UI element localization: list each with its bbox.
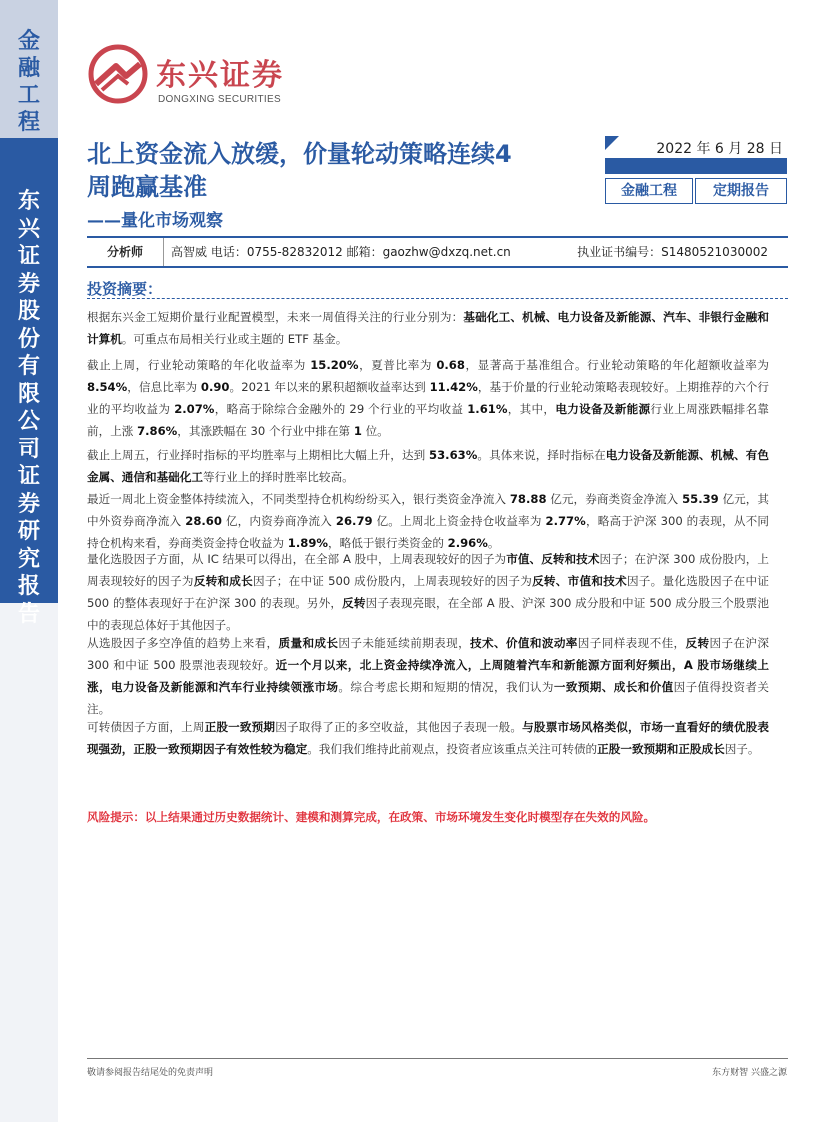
summary-heading: 投资摘要： (87, 280, 163, 298)
text-span: 等行业上的择时胜率比较高。 (202, 470, 354, 484)
emphasis-span: 2.96% (447, 536, 488, 550)
report-title-line2: 周跑赢基准 (87, 173, 207, 201)
text-span: ，基于价量的行业轮动策略表现较好。上期推荐的六个行业的平均收益为 (87, 380, 769, 416)
emphasis-span: 1.61% (467, 402, 508, 416)
sidebar-company-band (0, 138, 58, 627)
footer-disclaimer: 敬请参阅报告结尾处的免责声明 (87, 1068, 214, 1078)
text-span: 最近一周北上资金整体持续流入，不同类型持仓机构纷纷买入，银行类资金净流入 (87, 492, 510, 506)
text-span: 因子。量化选股因子在中证 500 的整体表现好于在沪深 300 的表现。另外， (87, 574, 769, 610)
text-span: 亿元，其中外资券商净流入 (87, 492, 770, 528)
emphasis-span: 反转、市值和技术 (532, 574, 627, 588)
text-span: 。综合考虑长期和短期的情况，我们认为 (338, 680, 554, 694)
text-span: 截止上周五，行业择时指标的平均胜率与上期相比大幅上升，达到 (87, 448, 430, 462)
emphasis-span: 55.39 (682, 492, 719, 506)
text-span: 因子；在沪深 300 成份股内，上周表现较好的因子为 (87, 552, 769, 588)
emphasis-span: 0.90 (200, 380, 230, 394)
emphasis-span: 正股一致预期 (204, 720, 276, 734)
emphasis-span: 1 (353, 424, 362, 438)
text-span: 亿元，券商类资金净流入 (546, 492, 683, 506)
emphasis-span: 反转和成长 (193, 574, 254, 588)
text-span: ，略低于银行类资金的 (328, 536, 448, 550)
text-span: 因子值得投资者关注。 (87, 680, 769, 716)
text-span: ，略高于除综合金融外的 29 个行业的平均收益 (214, 402, 468, 416)
emphasis-span: 1.89% (287, 536, 329, 550)
report-title-line1: 北上资金流入放缓，价量轮动策略连续4 (87, 140, 512, 168)
text-span: ，略高于沪深 300 的表现，从不同持仓机构来看，券商类资金持仓收益为 (87, 514, 770, 550)
paragraph-2 (87, 354, 769, 442)
text-span: 因子表现亮眼，在全部 A 股、沪深 300 成分股和中证 500 成分股三个股票池中的表现总体好于其他因子。 (87, 596, 769, 632)
emphasis-span: 质量和成长 (278, 636, 339, 650)
analyst-info: 高智威 电话：0755-82832012 邮箱：gaozhw@dxzq.net.cn (171, 245, 511, 259)
emphasis-span: 28.60 (185, 514, 222, 528)
text-span: 亿，内资券商净流入 (221, 514, 336, 528)
sidebar (0, 0, 58, 1122)
emphasis-span: 基础化工、机械、电力设备及新能源、汽车、非银行金融和计算机 (87, 310, 769, 346)
date-divider-bar (605, 158, 787, 174)
text-span: 截止上周，行业轮动策略的年化收益率为 (87, 358, 311, 372)
text-span: 量化选股因子方面，从 IC 结果可以得出，在全部 A 股中，上周表现较好的因子为 (87, 552, 507, 566)
logo-name: 东兴证券 (156, 58, 284, 93)
text-span: ，显著高于基准组合。行业轮动策略的年化超额收益率为 (464, 358, 770, 372)
paragraph-5 (87, 548, 769, 636)
report-date: 2022 年 6 月 28 日 (656, 141, 783, 157)
emphasis-span: 2.07% (174, 402, 215, 416)
text-span: 因子取得了正的多空收益，其他因子表现一般。 (275, 720, 523, 734)
text-span: 因子；在中证 500 成份股内，上周表现较好的因子为 (253, 574, 533, 588)
emphasis-span: 反转 (342, 596, 366, 610)
text-span: ，信息比率为 (127, 380, 201, 394)
analyst-label: 分析师 (87, 238, 164, 266)
emphasis-span: 78.88 (509, 492, 547, 506)
sidebar-category-label: 金融工程 (17, 29, 40, 135)
paragraph-1 (87, 306, 769, 350)
sidebar-category-block (0, 0, 58, 138)
text-span: 因子在沪深 300 和中证 500 股票池表现较好。 (87, 636, 769, 672)
emphasis-span: 11.42% (429, 380, 478, 394)
emphasis-span: 市值、反转和技术 (506, 552, 600, 566)
emphasis-span: 正股一致预期和正股成长 (597, 742, 725, 756)
paragraph-4 (87, 488, 769, 554)
report-subtitle: ——量化市场观察 (87, 211, 223, 231)
emphasis-span: 8.54% (87, 380, 128, 394)
analyst-row (87, 236, 788, 268)
emphasis-span: 2.77% (545, 514, 586, 528)
text-span: 因子未能延续前期表现， (338, 636, 471, 650)
text-span: 。我们我们维持此前观点，投资者应该重点关注可转债的 (307, 742, 598, 756)
emphasis-span: 技术、价值和波动率 (470, 636, 578, 650)
emphasis-span: 7.86% (137, 424, 178, 438)
text-span: 。2021 年以来的累积超额收益率达到 (229, 380, 430, 394)
emphasis-span: 电力设备及新能源、机械、有色金属、通信和基础化工 (87, 448, 769, 484)
text-span: 亿。上周北上资金持仓收益率为 (372, 514, 546, 528)
emphasis-span: 一致预期、成长和价值 (553, 680, 674, 694)
tag-category: 金融工程 (605, 178, 693, 204)
date-tag-box (605, 136, 787, 206)
text-span: 。具体来说，择时指标在 (477, 448, 606, 462)
text-span: 根据东兴金工短期价量行业配置模型，未来一周值得关注的行业分别为： (87, 310, 464, 324)
emphasis-span: 0.68 (436, 358, 465, 372)
logo-emblem-icon (88, 44, 148, 104)
text-span: 因子同样表现不佳， (577, 636, 686, 650)
paragraph-7 (87, 716, 769, 760)
text-span: ，其中， (507, 402, 556, 416)
corner-triangle-icon (605, 136, 619, 150)
paragraph-6 (87, 632, 769, 720)
text-span: ，夏普比率为 (358, 358, 437, 372)
emphasis-span: 与股票市场风格类似，市场一直看好的绩优股表现强劲，正股一致预期因子有效性较为稳定 (87, 720, 769, 756)
text-span: ，其涨跌幅在 30 个行业中排在第 (177, 424, 354, 438)
text-span: 可转债因子方面，上周 (87, 720, 205, 734)
sidebar-company-label: 东兴证券股份有限公司证券研究报告 (17, 189, 40, 627)
emphasis-span: 15.20% (310, 358, 359, 372)
logo-subtitle: DONGXING SECURITIES (158, 94, 281, 105)
footer-divider (87, 1058, 788, 1059)
text-span: 行业上周涨跌幅排名靠前，上涨 (87, 402, 769, 438)
text-span: 。可重点布局相关行业或主题的 ETF 基金。 (121, 332, 348, 346)
report-title (87, 138, 587, 204)
emphasis-span: 26.79 (335, 514, 373, 528)
paragraph-3 (87, 444, 769, 488)
company-logo (88, 44, 318, 114)
analyst-cert: 执业证书编号：S1480521030002 (577, 245, 768, 259)
footer-slogan: 东方财智 兴盛之源 (712, 1068, 787, 1078)
risk-warning: 风险提示：以上结果通过历史数据统计、建模和测算完成，在政策、市场环境发生变化时模型存在失效的风险。 (87, 810, 656, 824)
tag-report-type: 定期报告 (695, 178, 787, 204)
emphasis-span: 反转 (685, 636, 710, 650)
text-span: 位。 (361, 424, 389, 438)
text-span: 。 (487, 536, 500, 550)
summary-divider (87, 298, 788, 299)
emphasis-span: 近一个月以来，北上资金持续净流入，上周随着汽车和新能源方面利好频出，A 股市场继续上涨，电力设备及新能源和汽车行业持续领涨市场 (87, 658, 769, 694)
emphasis-span: 电力设备及新能源 (555, 402, 651, 416)
emphasis-span: 53.63% (429, 448, 478, 462)
text-span: 从选股因子多空净值的趋势上来看， (87, 636, 279, 650)
text-span: 因子。 (724, 742, 760, 756)
